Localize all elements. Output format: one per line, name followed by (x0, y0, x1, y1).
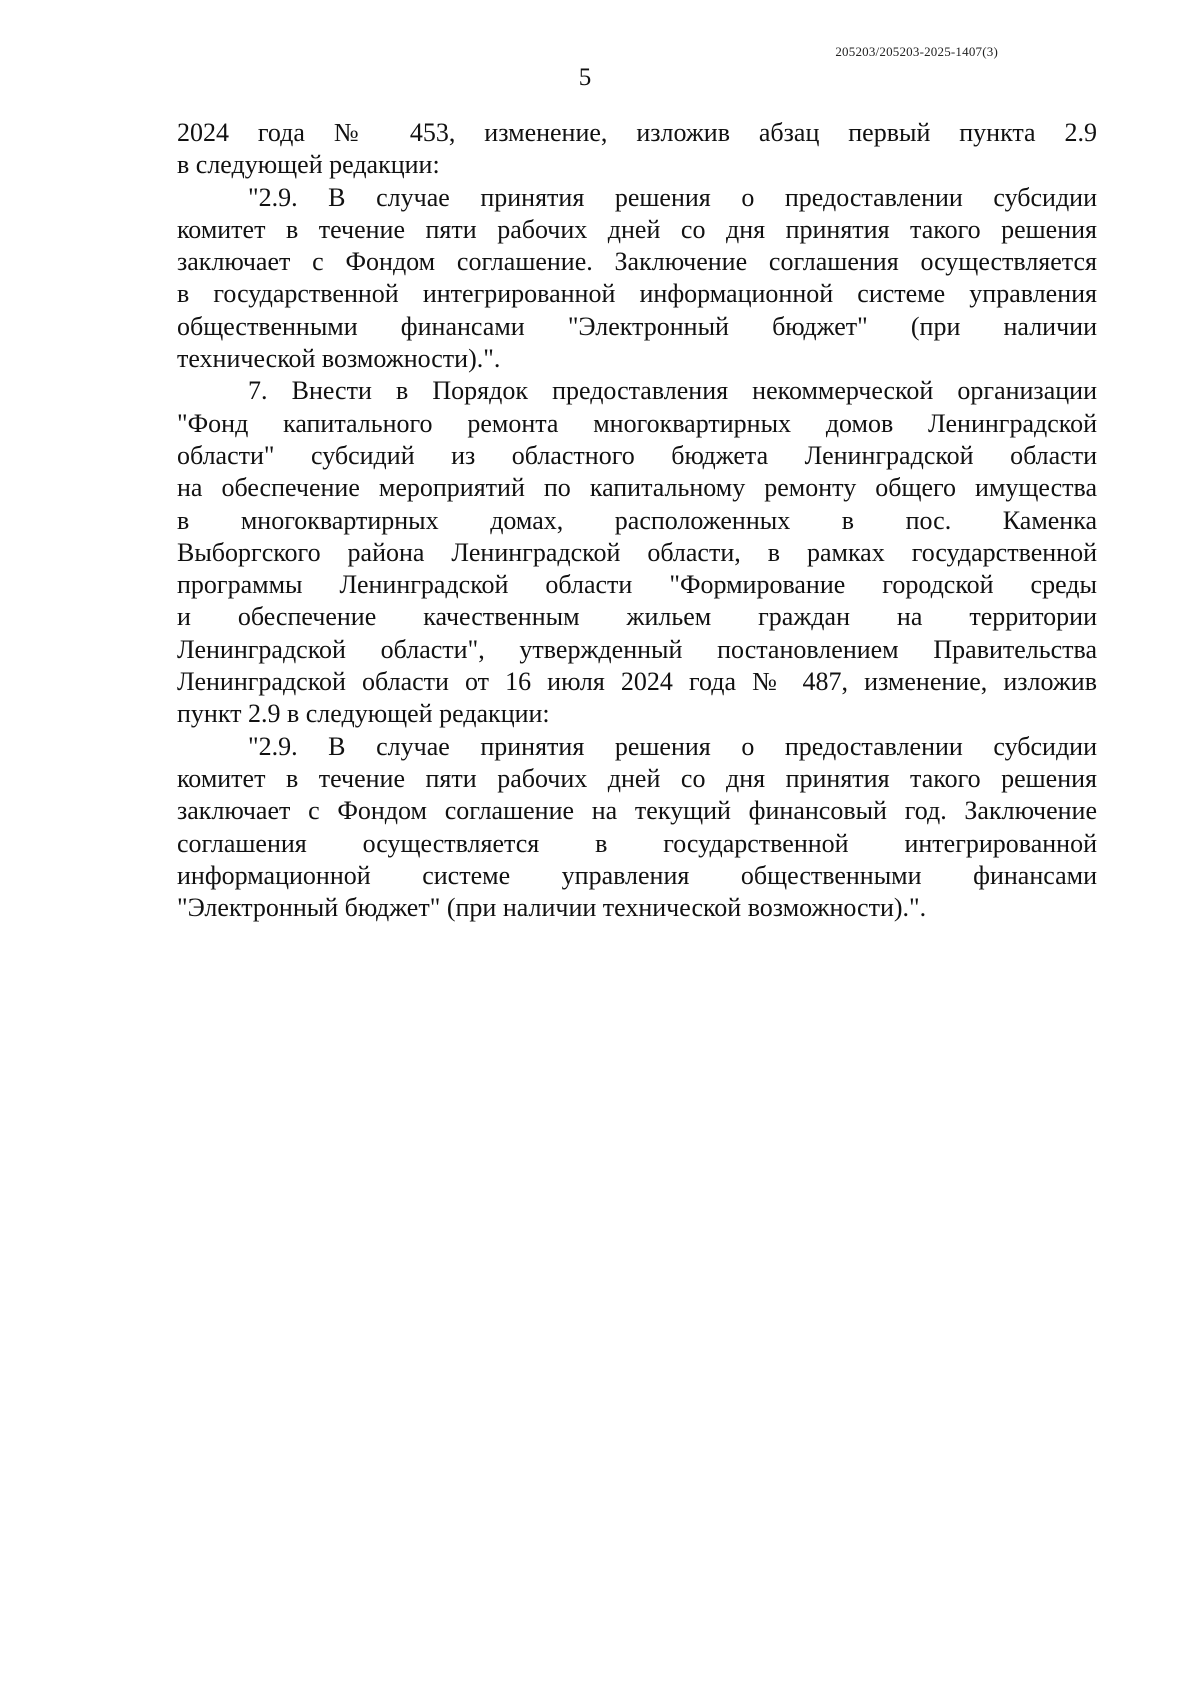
body-line: Ленинградской области", утвержденный постановлением Правительства (177, 634, 1097, 664)
body-line: заключает с Фондом соглашение на текущий финансовый год. Заключение (177, 796, 1097, 826)
body-line: заключает с Фондом соглашение. Заключение соглашения осуществляется (177, 247, 1097, 277)
body-line: "Фонд капитального ремонта многоквартирных домов Ленинградской (177, 408, 1097, 438)
body-line: соглашения осуществляется в государственной интегрированной (177, 828, 1097, 858)
body-line: Выборгского района Ленинградской области, в рамках государственной (177, 537, 1097, 567)
body-line: комитет в течение пяти рабочих дней со дня принятия такого решения (177, 763, 1097, 793)
page-number: 5 (578, 64, 592, 91)
body-line: Ленинградской области от 16 июля 2024 года № 487, изменение, изложив (177, 667, 1097, 697)
body-line: области" субсидий из областного бюджета Ленинградской области (177, 440, 1097, 470)
body-line: "2.9. В случае принятия решения о предоставлении субсидии (248, 731, 1097, 761)
body-line: на обеспечение мероприятий по капитальному ремонту общего имущества (177, 473, 1097, 503)
body-line: "2.9. В случае принятия решения о предоставлении субсидии (248, 182, 1097, 212)
body-line: комитет в течение пяти рабочих дней со дня принятия такого решения (177, 214, 1097, 244)
body-line: технической возможности).". (177, 344, 501, 374)
body-line: пункт 2.9 в следующей редакции: (177, 699, 550, 729)
document-id: 205203/205203-2025-1407(3) (835, 44, 998, 59)
body-line: и обеспечение качественным жильем граждан на территории (177, 602, 1097, 632)
body-line: в государственной интегрированной информационной системе управления (177, 279, 1097, 309)
document-body (177, 117, 1097, 924)
body-line: в многоквартирных домах, расположенных в пос. Каменка (177, 505, 1097, 535)
body-line: 2024 года № 453, изменение, изложив абзац первый пункта 2.9 (177, 118, 1097, 147)
body-line: информационной системе управления общественными финансами (177, 860, 1097, 890)
body-line: программы Ленинградской области "Формирование городской среды (177, 570, 1097, 600)
body-line: 7. Внести в Порядок предоставления некоммерческой организации (248, 376, 1097, 406)
body-line: общественными финансами "Электронный бюджет" (при наличии (177, 311, 1097, 341)
body-line: "Электронный бюджет" (при наличии технической возможности).". (177, 893, 927, 923)
body-line: в следующей редакции: (177, 150, 440, 180)
